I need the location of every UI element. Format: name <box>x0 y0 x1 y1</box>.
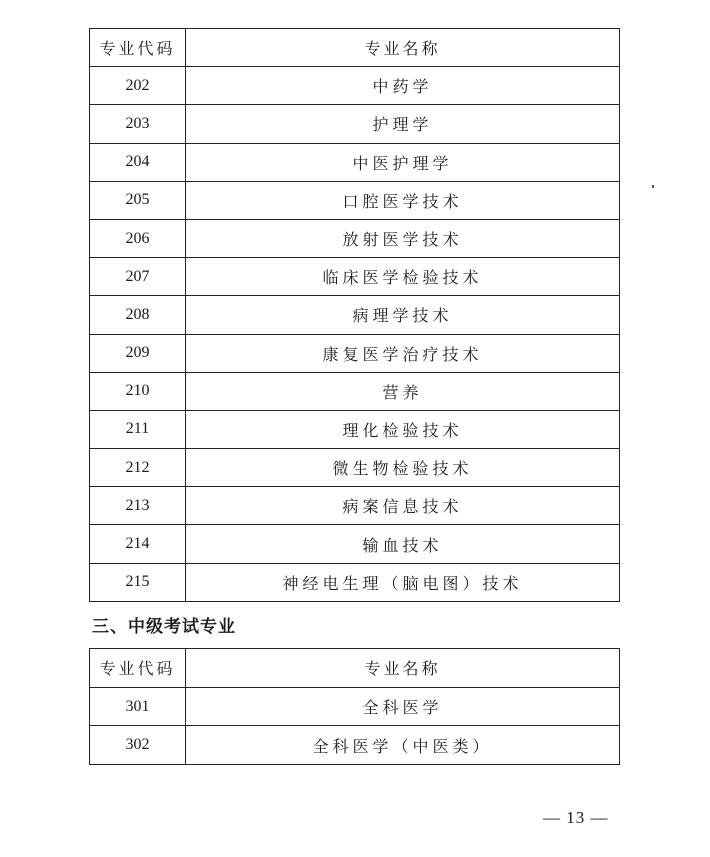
table-row <box>90 449 620 487</box>
specialty-code: 203 <box>90 105 186 143</box>
table-header-row <box>90 29 620 67</box>
table-row <box>90 296 620 334</box>
specialty-name: 康复医学治疗技术 <box>186 334 620 372</box>
specialty-code: 212 <box>90 449 186 487</box>
specialty-code: 213 <box>90 487 186 525</box>
header-code: 专业代码 <box>90 649 186 688</box>
specialty-name: 放射医学技术 <box>186 219 620 257</box>
table-row <box>90 143 620 181</box>
table-row <box>90 372 620 410</box>
table-row <box>90 67 620 105</box>
specialty-code: 215 <box>90 563 186 601</box>
table-row <box>90 487 620 525</box>
specialty-code: 214 <box>90 525 186 563</box>
specialty-name: 全科医学 <box>186 687 620 726</box>
specialty-code: 206 <box>90 219 186 257</box>
page-number: — 13 — <box>543 808 609 827</box>
table-header-row <box>90 649 620 688</box>
specialty-table-2 <box>89 648 620 765</box>
specialty-name: 营养 <box>186 372 620 410</box>
specialty-name: 全科医学（中医类） <box>186 726 620 765</box>
scan-speck <box>652 185 654 188</box>
specialty-code: 208 <box>90 296 186 334</box>
header-name: 专业名称 <box>186 649 620 688</box>
table-row <box>90 726 620 765</box>
specialty-code: 302 <box>90 726 186 765</box>
specialty-name: 口腔医学技术 <box>186 181 620 219</box>
specialty-name: 中医护理学 <box>186 143 620 181</box>
specialty-name: 神经电生理（脑电图）技术 <box>186 563 620 601</box>
table-row <box>90 334 620 372</box>
header-name: 专业名称 <box>186 29 620 67</box>
specialty-code: 209 <box>90 334 186 372</box>
table-row <box>90 563 620 601</box>
specialty-name: 中药学 <box>186 67 620 105</box>
table-row <box>90 687 620 726</box>
specialty-code: 210 <box>90 372 186 410</box>
table-row <box>90 525 620 563</box>
specialty-code: 204 <box>90 143 186 181</box>
specialty-name: 理化检验技术 <box>186 410 620 448</box>
table-row <box>90 410 620 448</box>
table-row <box>90 181 620 219</box>
specialty-name: 护理学 <box>186 105 620 143</box>
specialty-code: 205 <box>90 181 186 219</box>
specialty-name: 病案信息技术 <box>186 487 620 525</box>
table-row <box>90 258 620 296</box>
header-code: 专业代码 <box>90 29 186 67</box>
specialty-code: 207 <box>90 258 186 296</box>
specialty-code: 301 <box>90 687 186 726</box>
specialty-name: 病理学技术 <box>186 296 620 334</box>
section-title: 三、中级考试专业 <box>92 617 236 637</box>
specialty-name: 微生物检验技术 <box>186 449 620 487</box>
specialty-code: 211 <box>90 410 186 448</box>
specialty-code: 202 <box>90 67 186 105</box>
specialty-name: 临床医学检验技术 <box>186 258 620 296</box>
table-row <box>90 219 620 257</box>
specialty-table-1 <box>89 28 620 602</box>
specialty-name: 输血技术 <box>186 525 620 563</box>
table-row <box>90 105 620 143</box>
